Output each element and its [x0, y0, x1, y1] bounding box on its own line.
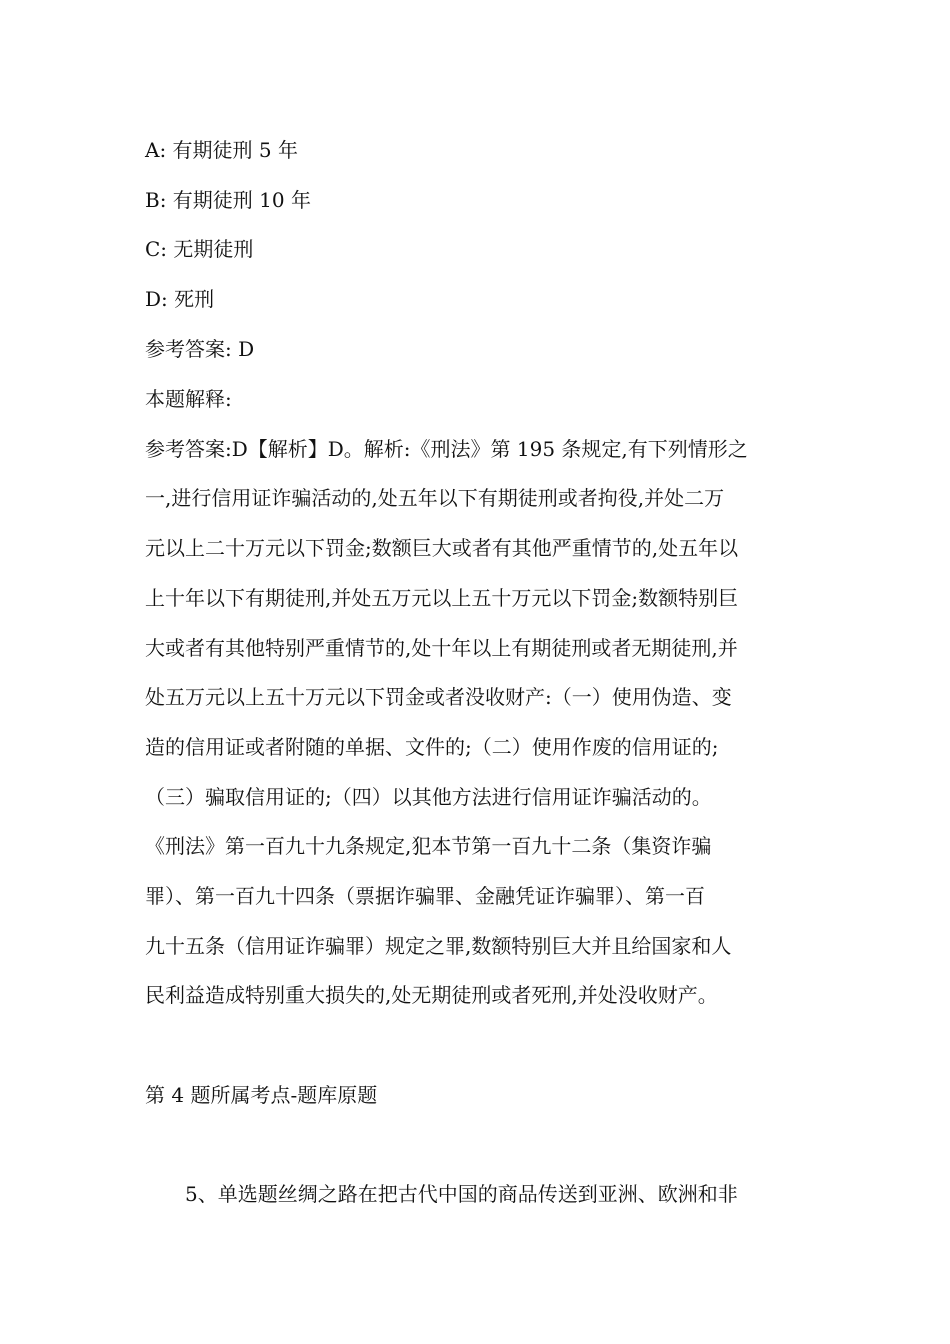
explanation-line: （三）骗取信用证的;（四）以其他方法进行信用证诈骗活动的。 — [145, 785, 712, 809]
option-a: A: 有期徒刑 5 年 — [145, 138, 298, 162]
explanation-line: 民利益造成特别重大损失的,处无期徒刑或者死刑,并处没收财产。 — [145, 983, 718, 1007]
explanation-line: 元以上二十万元以下罚金;数额巨大或者有其他严重情节的,处五年以 — [145, 536, 739, 560]
explanation-line: 大或者有其他特别严重情节的,处十年以上有期徒刑或者无期徒刑,并 — [145, 636, 738, 660]
explanation-line: 处五万元以上五十万元以下罚金或者没收财产:（一）使用伪造、变 — [145, 685, 732, 709]
topic-note: 第 4 题所属考点-题库原题 — [145, 1083, 378, 1107]
explanation-line: 九十五条（信用证诈骗罪）规定之罪,数额特别巨大并且给国家和人 — [145, 934, 732, 958]
option-b: B: 有期徒刑 10 年 — [145, 188, 311, 212]
next-question-stem: 5、单选题丝绸之路在把古代中国的商品传送到亚洲、欧洲和非 — [185, 1182, 738, 1206]
reference-answer: 参考答案: D — [145, 337, 255, 361]
explanation-line: 参考答案:D【解析】D。解析:《刑法》第 195 条规定,有下列情形之 — [145, 437, 748, 461]
option-d: D: 死刑 — [145, 287, 215, 311]
option-c: C: 无期徒刑 — [145, 237, 254, 261]
explanation-line: 上十年以下有期徒刑,并处五万元以上五十万元以下罚金;数额特别巨 — [145, 586, 739, 610]
explanation-line: 一,进行信用证诈骗活动的,处五年以下有期徒刑或者拘役,并处二万 — [145, 486, 725, 510]
explanation-line: 造的信用证或者附随的单据、文件的;（二）使用作废的信用证的; — [145, 735, 719, 759]
explanation-line: 《刑法》第一百九十九条规定,犯本节第一百九十二条（集资诈骗 — [145, 834, 712, 858]
explanation-line: 罪）、第一百九十四条（票据诈骗罪、金融凭证诈骗罪）、第一百 — [145, 884, 705, 908]
explanation-heading: 本题解释: — [145, 387, 232, 411]
